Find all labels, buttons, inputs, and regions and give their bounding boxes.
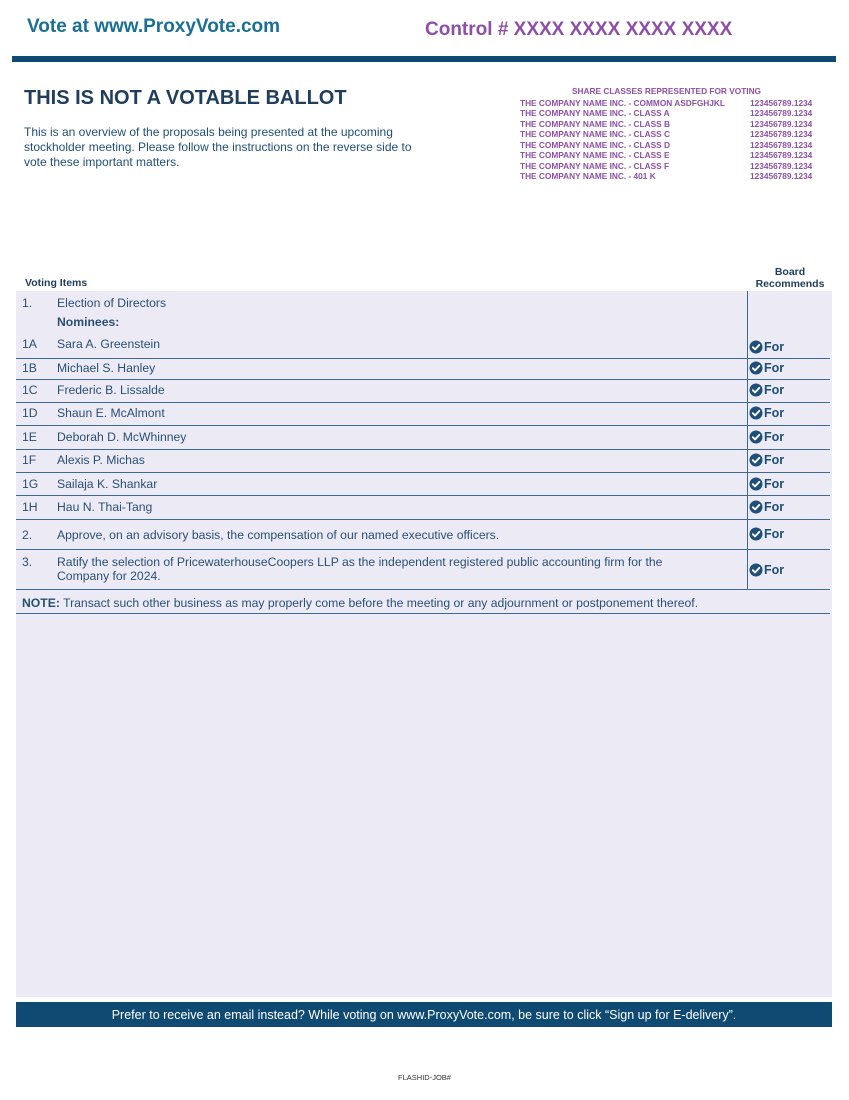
proposal-text bbox=[57, 555, 727, 583]
for-label: For bbox=[764, 361, 785, 375]
row-divider bbox=[16, 589, 830, 590]
share-class-name: THE COMPANY NAME INC. - CLASS E bbox=[520, 150, 670, 160]
check-circle-icon bbox=[749, 477, 763, 491]
for-label: For bbox=[764, 527, 785, 541]
row-divider bbox=[16, 425, 830, 426]
column-divider bbox=[747, 291, 748, 589]
note-text bbox=[22, 596, 698, 610]
share-class-name: THE COMPANY NAME INC. - 401 K bbox=[520, 171, 656, 181]
share-class-row bbox=[520, 129, 830, 140]
row-divider bbox=[16, 379, 830, 380]
share-class-row bbox=[520, 119, 830, 130]
control-number: Control # XXXX XXXX XXXX XXXX bbox=[425, 19, 733, 40]
proposal-text-line: Ratify the selection of PricewaterhouseCoopers LLP as the independent registered public accounting firm for the bbox=[57, 555, 663, 569]
board-recommendation bbox=[749, 453, 784, 467]
nominee-name: Alexis P. Michas bbox=[57, 453, 145, 467]
share-class-name: THE COMPANY NAME INC. - COMMON ASDFGHJKL bbox=[520, 97, 725, 108]
share-class-name: THE COMPANY NAME INC. - CLASS B bbox=[520, 118, 670, 129]
share-class-row bbox=[520, 161, 830, 172]
nominee-id: 1G bbox=[22, 477, 39, 491]
board-recommendation bbox=[749, 563, 784, 577]
row-divider bbox=[16, 613, 830, 614]
row-divider bbox=[16, 495, 830, 496]
share-class-number: 123456789.1234 bbox=[750, 108, 813, 118]
nominee-id: 1H bbox=[22, 500, 38, 514]
board-recommendation bbox=[749, 383, 784, 397]
row-divider bbox=[16, 472, 830, 473]
board-recommendation bbox=[749, 406, 784, 420]
proposal-text: Election of Directors bbox=[57, 296, 167, 310]
share-class-number: 123456789.1234 bbox=[750, 171, 813, 181]
row-divider bbox=[16, 358, 830, 359]
board-recommendation bbox=[749, 430, 784, 444]
board-recommendation bbox=[749, 340, 784, 354]
share-class-row bbox=[520, 98, 830, 109]
nominee-name: Deborah D. McWhinney bbox=[57, 430, 187, 444]
share-class-name: THE COMPANY NAME INC. - CLASS A bbox=[520, 108, 670, 118]
nominee-name: Michael S. Hanley bbox=[57, 361, 156, 375]
share-class-number: 123456789.1234 bbox=[750, 118, 813, 129]
row-divider bbox=[16, 449, 830, 450]
board-recommendation bbox=[749, 361, 784, 375]
proposal-number: 1. bbox=[22, 296, 33, 310]
share-class-row bbox=[520, 150, 830, 161]
for-label: For bbox=[764, 383, 785, 397]
check-circle-icon bbox=[749, 453, 763, 467]
nominee-name: Frederic B. Lissalde bbox=[57, 383, 165, 397]
nominee-id: 1C bbox=[22, 383, 38, 397]
nominee-name: Hau N. Thai-Tang bbox=[57, 500, 153, 514]
proposal-text: Approve, on an advisory basis, the compensation of our named executive officers. bbox=[57, 528, 500, 542]
for-label: For bbox=[764, 453, 785, 467]
board-recommendation bbox=[749, 527, 784, 541]
nominee-name: Sailaja K. Shankar bbox=[57, 477, 158, 491]
nominee-id: 1A bbox=[22, 337, 37, 351]
recommends-label: Recommends bbox=[755, 278, 825, 290]
page-title: THIS IS NOT A VOTABLE BALLOT bbox=[24, 87, 347, 109]
share-class-row bbox=[520, 171, 830, 182]
for-label: For bbox=[764, 500, 785, 514]
voting-items-panel bbox=[16, 291, 832, 997]
share-class-name: THE COMPANY NAME INC. - CLASS F bbox=[520, 160, 670, 171]
board-label: Board bbox=[774, 266, 806, 278]
nominee-id: 1E bbox=[22, 430, 37, 444]
nominee-id: 1B bbox=[22, 361, 37, 375]
check-circle-icon bbox=[749, 406, 763, 420]
share-class-row bbox=[520, 108, 830, 119]
check-circle-icon bbox=[749, 430, 763, 444]
check-circle-icon bbox=[749, 361, 763, 375]
board-recommends-heading bbox=[750, 266, 830, 290]
for-label: For bbox=[764, 430, 785, 444]
nominee-id: 1D bbox=[22, 406, 38, 420]
for-label: For bbox=[764, 340, 785, 354]
edelivery-banner bbox=[16, 1002, 832, 1027]
nominee-name: Shaun E. McAlmont bbox=[57, 406, 165, 420]
share-class-name: THE COMPANY NAME INC. - CLASS D bbox=[520, 139, 670, 150]
board-recommendation bbox=[749, 500, 784, 514]
check-circle-icon bbox=[749, 340, 763, 354]
row-divider bbox=[16, 549, 830, 550]
flash-id: FLASHID-JOB# bbox=[398, 1073, 451, 1082]
header-divider bbox=[12, 56, 836, 62]
share-class-name: THE COMPANY NAME INC. - CLASS C bbox=[520, 129, 670, 139]
for-label: For bbox=[764, 406, 785, 420]
check-circle-icon bbox=[749, 383, 763, 397]
for-label: For bbox=[764, 477, 785, 491]
share-class-row bbox=[520, 140, 830, 151]
nominee-id: 1F bbox=[22, 453, 37, 467]
share-class-number: 123456789.1234 bbox=[750, 129, 813, 139]
voting-items-heading: Voting Items bbox=[25, 277, 88, 289]
row-divider bbox=[16, 519, 830, 520]
proposal-number: 2. bbox=[22, 528, 33, 542]
nominee-name: Sara A. Greenstein bbox=[57, 337, 160, 351]
share-class-number: 123456789.1234 bbox=[750, 160, 813, 171]
intro-text: This is an overview of the proposals being presented at the upcoming stockholder meeting. Please follow the instructions on the reverse side to vote these important matters. bbox=[24, 125, 412, 169]
note-label: NOTE: bbox=[22, 596, 60, 610]
share-classes-title: SHARE CLASSES REPRESENTED FOR VOTING bbox=[572, 86, 762, 96]
board-recommendation bbox=[749, 477, 784, 491]
vote-url-heading[interactable]: Vote at www.ProxyVote.com bbox=[27, 16, 281, 37]
share-classes-block bbox=[520, 86, 830, 182]
proposal-text-line: Company for 2024. bbox=[57, 569, 161, 583]
check-circle-icon bbox=[749, 563, 763, 577]
share-class-number: 123456789.1234 bbox=[750, 150, 813, 160]
voting-table-header bbox=[16, 264, 832, 292]
check-circle-icon bbox=[749, 500, 763, 514]
share-class-number: 123456789.1234 bbox=[750, 97, 813, 108]
share-class-number: 123456789.1234 bbox=[750, 139, 813, 150]
nominees-label: Nominees: bbox=[57, 315, 120, 329]
for-label: For bbox=[764, 563, 785, 577]
row-divider bbox=[16, 402, 830, 403]
edelivery-text: Prefer to receive an email instead? While voting on www.ProxyVote.com, be sure to click “Sign up for E-delivery”. bbox=[111, 1007, 737, 1022]
proposal-number: 3. bbox=[22, 555, 33, 569]
note-body: Transact such other business as may properly come before the meeting or any adjournment or postponement thereof. bbox=[59, 596, 699, 610]
check-circle-icon bbox=[749, 527, 763, 541]
